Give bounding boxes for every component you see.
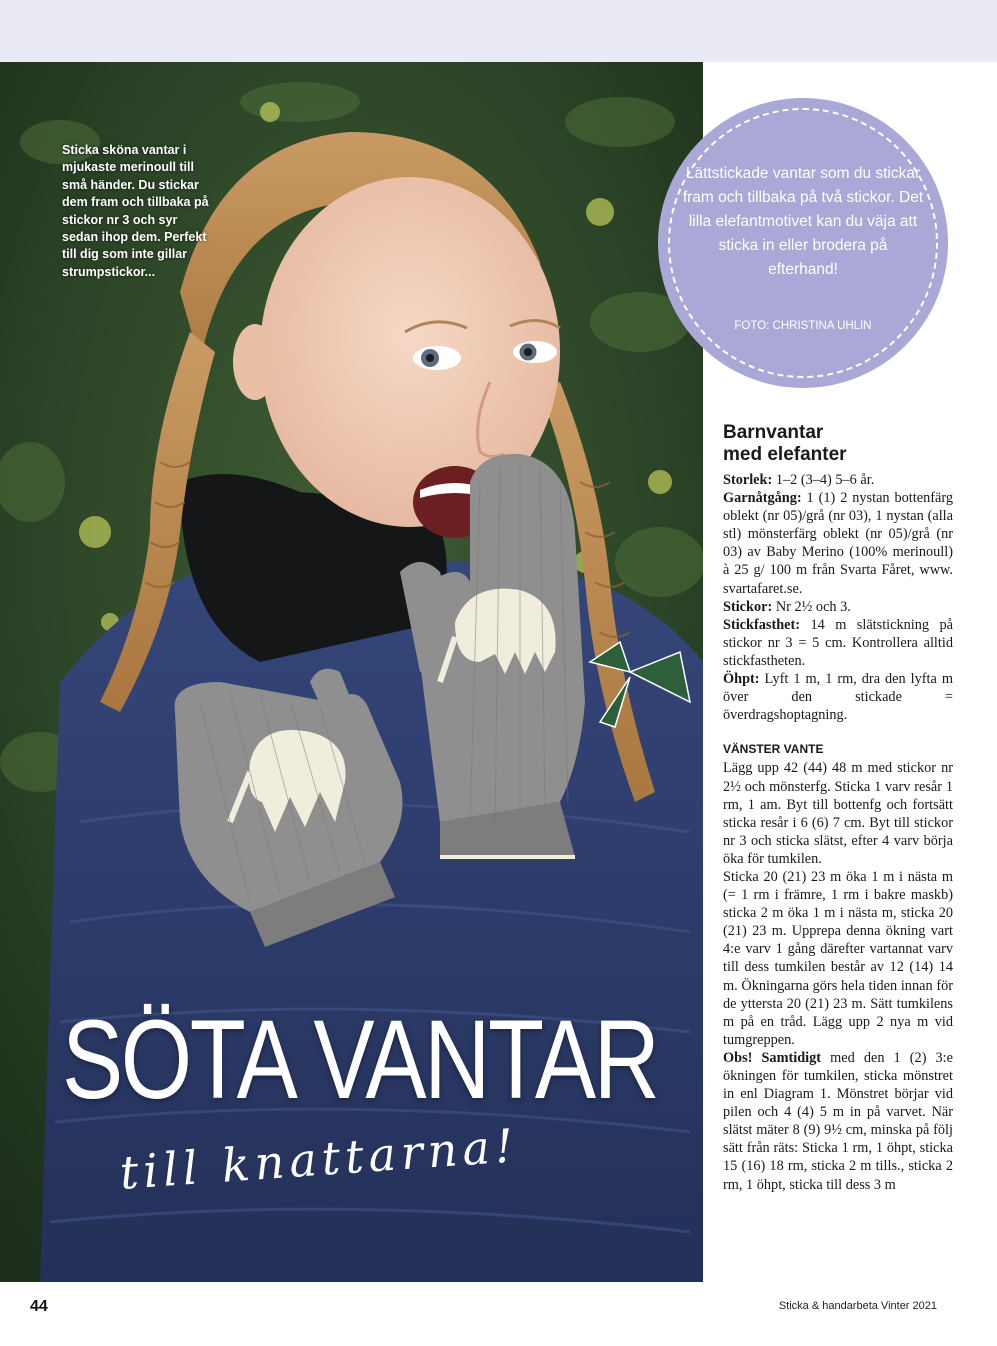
page-number: 44 bbox=[30, 1298, 48, 1315]
yarn-line bbox=[723, 489, 953, 598]
pattern-article bbox=[723, 422, 953, 1194]
size-line bbox=[723, 471, 953, 489]
info-circle bbox=[658, 98, 948, 388]
ohpt-label: Öhpt: bbox=[723, 671, 760, 688]
article-title bbox=[723, 422, 953, 466]
paragraph-2: Sticka 20 (21) 23 m öka 1 m i nästa m (= 1 rm i främre, 1 rm i bakre maskb) sticka 2 m öka 1 m i nästa m, sticka 20 (21) 23 m. Upprepa denna ökning vart 4:e varv 1 gång därefter vartannat varv till dess tumkilen består av 12 (14) 14 m. Ökningarna görs hela tiden innan för de yttersta 20 (21) 23 m. Sätt tumkilens m på en tråd. Lägg upp 2 nya m vid tumgreppen. bbox=[723, 868, 953, 1048]
article-title-line2: med elefanter bbox=[723, 444, 847, 465]
obs-line bbox=[723, 1049, 953, 1194]
circle-text: Lättstickade vantar som du stickar fram och tillbaka på två stickor. Det lilla elefantmotivet kan du väja att sticka in eller brodera på efterhand! bbox=[682, 165, 924, 278]
needles-line bbox=[723, 598, 953, 616]
article-title-line1: Barnvantar bbox=[723, 422, 824, 443]
top-margin-band bbox=[0, 0, 997, 62]
gauge-text: 14 m slätstickning på stickor nr 3 = 5 cm. Kontrollera alltid stickfastheten. bbox=[723, 616, 953, 669]
magazine-name: Sticka & handarbeta Vinter 2021 bbox=[778, 1300, 937, 1312]
photo-credit: FOTO: CHRISTINA UHLIN bbox=[734, 320, 872, 332]
ohpt-text: Lyft 1 m, 1 rm, dra den lyfta m över den stickade = överdragshoptagning. bbox=[723, 671, 953, 724]
gauge-label: Stickfasthet: bbox=[723, 616, 801, 633]
size-text: 1–2 (3–4) 5–6 år. bbox=[772, 472, 875, 488]
gauge-line bbox=[723, 616, 953, 670]
yarn-label: Garnåtgång: bbox=[723, 490, 802, 507]
headline: SÖTA VANTAR bbox=[62, 997, 658, 1122]
yarn-text: 1 (1) 2 nystan bottenfärg oblekt (nr 05)/grå (nr 03), 1 nystan (alla stl) mönsterfärg oblekt (nr 05)/grå (nr 03) av Baby Merino (100% merinoull) à 25 g/ 100 m från Svarta Fåret, www. svartafaret.se. bbox=[723, 490, 953, 597]
ohpt-line bbox=[723, 670, 953, 724]
size-label: Storlek: bbox=[723, 472, 773, 488]
obs-label: Obs! Samtidigt bbox=[723, 1049, 822, 1066]
paragraph-1: Lägg upp 42 (44) 48 m med stickor nr 2½ och mönsterfg. Sticka 1 varv resår 1 rm, 1 am. Byt till bottenfg och fortsätt sticka resår i 6 (6) 7 cm. Byt till stickor nr 3 och sticka slätst, efter 4 varv börja öka för tumkilen. bbox=[723, 760, 953, 867]
section-title: VÄNSTER VANTE bbox=[723, 742, 824, 757]
obs-text: med den 1 (2) 3:e ökningen för tumkilen, sticka mönstret in enl Diagram 1. Mönstret börjar vid pilen och 4 (4) 5 m in på varvet. När slätst mäter 8 (9) 9½ cm, minska på följ sätt från räts: Sticka 1 rm, 1 öhpt, sticka 15 (16) 18 rm, sticka 2 m tills., sticka 2 rm, 1 öhpt, sticka till dess 3 m bbox=[723, 1049, 954, 1193]
needles-label: Stickor: bbox=[723, 598, 773, 615]
subheadline: till knattarna! bbox=[118, 1118, 520, 1200]
needles-text: Nr 2½ och 3. bbox=[772, 598, 851, 615]
photo-caption: Sticka sköna vantar i mjukaste merinoull till små händer. Du stickar dem fram och tillbaka på stickor nr 3 och syr sedan ihop dem. Perfekt till dig som inte gillar strumpstickor... bbox=[62, 143, 209, 279]
